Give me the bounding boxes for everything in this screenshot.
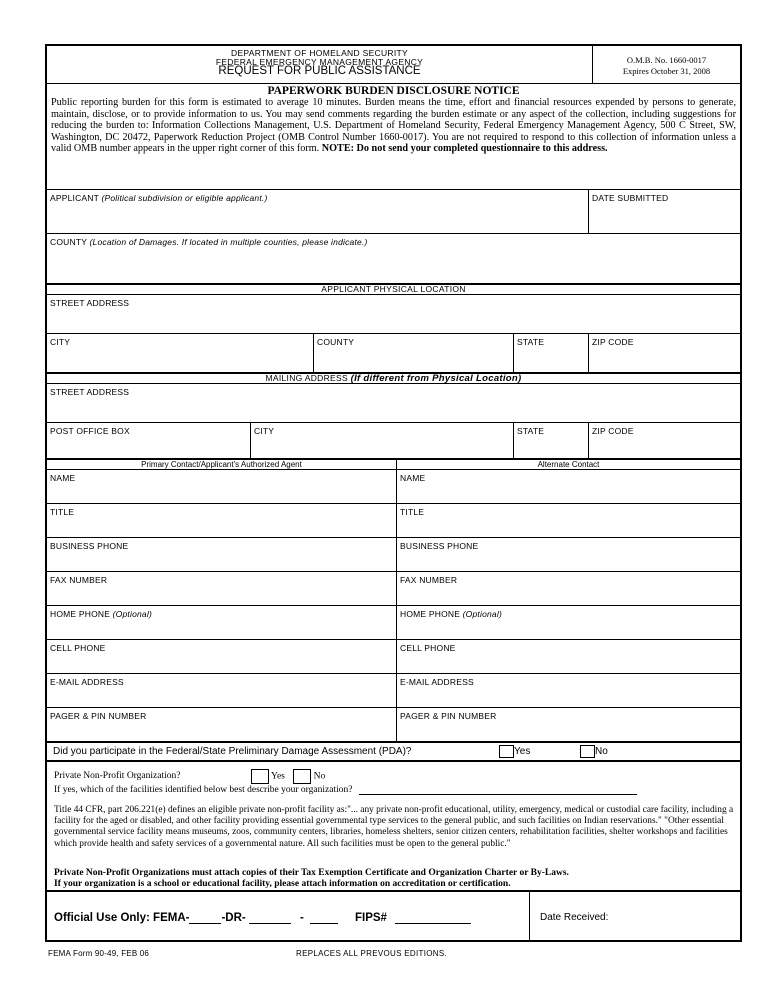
- pnp-attach-accreditation: If your organization is a school or educational facility, please attach information on accreditation or certification.: [54, 879, 511, 889]
- contact-business-phone-row: [47, 537, 740, 571]
- form-header: [47, 46, 740, 83]
- primary-contact-heading: Primary Contact/Applicant's Authorized Agent: [141, 460, 302, 469]
- pnp-no-checkbox[interactable]: [293, 769, 311, 784]
- contact-email-row: [47, 673, 740, 707]
- burden-note: NOTE: Do not send your completed questionnaire to this address.: [321, 143, 608, 155]
- alternate-home-phone-label: HOME PHONE: [400, 609, 461, 619]
- physical-state-field[interactable]: [513, 334, 588, 372]
- pnp-question: Private Non-Profit Organization?: [54, 771, 181, 781]
- primary-title-field[interactable]: [47, 504, 396, 537]
- contact-name-row: [47, 469, 740, 503]
- primary-fax-label: FAX NUMBER: [50, 575, 108, 585]
- alternate-business-phone-field[interactable]: [396, 538, 740, 571]
- pda-yes-checkbox[interactable]: [499, 745, 514, 758]
- pnp-yes-checkbox[interactable]: [251, 769, 269, 784]
- form-number: FEMA Form 90-49, FEB 06: [48, 949, 150, 958]
- alternate-contact-heading: Alternate Contact: [537, 460, 600, 469]
- physical-city-row: [47, 333, 740, 372]
- applicant-hint: (Political subdivision or eligible applicant.): [101, 193, 268, 203]
- pnp-no-label: No: [313, 771, 326, 782]
- physical-street-row: [47, 294, 740, 333]
- primary-business-phone-label: BUSINESS PHONE: [50, 541, 129, 551]
- alternate-home-phone-optional: (Optional): [462, 609, 502, 619]
- contact-cell-phone-row: [47, 639, 740, 673]
- date-received-field[interactable]: [529, 892, 740, 942]
- physical-state-label: STATE: [517, 337, 545, 347]
- physical-city-label: CITY: [50, 337, 71, 347]
- primary-fax-field[interactable]: [47, 572, 396, 605]
- alternate-cell-phone-label: CELL PHONE: [400, 643, 456, 653]
- alternate-fax-field[interactable]: [396, 572, 740, 605]
- official-use-row: [47, 890, 740, 942]
- primary-home-phone-field[interactable]: [47, 606, 396, 639]
- mailing-city-field[interactable]: [250, 423, 513, 458]
- contacts-heading-row: [47, 458, 740, 469]
- dr-number-input[interactable]: [249, 912, 291, 924]
- mailing-address-hint: (If different from Physical Location): [350, 373, 522, 384]
- pda-row: [47, 741, 740, 760]
- pnp-attach-tax-exemption: Private Non-Profit Organizations must attach copies of their Tax Exemption Certificate and Organization Charter or By-Laws.: [54, 868, 569, 878]
- mailing-address-heading: MAILING ADDRESS: [265, 373, 348, 383]
- pnp-organization-input[interactable]: [359, 784, 637, 795]
- pda-no-checkbox[interactable]: [580, 745, 595, 758]
- omb-number: O.M.B. No. 1660-0017: [626, 55, 707, 65]
- agency-line: FEDERAL EMERGENCY MANAGEMENT AGENCY: [215, 57, 424, 67]
- pnp-section: [47, 760, 740, 890]
- mailing-city-label: CITY: [254, 426, 275, 436]
- physical-county-label: COUNTY: [317, 337, 355, 347]
- alternate-email-field[interactable]: [396, 674, 740, 707]
- primary-name-field[interactable]: [47, 470, 396, 503]
- form-title: REQUEST FOR PUBLIC ASSISTANCE: [218, 65, 421, 77]
- mailing-zip-field[interactable]: [588, 423, 740, 458]
- mailing-street-field[interactable]: [47, 384, 740, 422]
- alternate-business-phone-label: BUSINESS PHONE: [400, 541, 479, 551]
- pda-question: Did you participate in the Federal/State Preliminary Damage Assessment (PDA)?: [53, 746, 412, 757]
- dr-suffix-input[interactable]: [310, 912, 338, 924]
- primary-home-phone-label: HOME PHONE: [50, 609, 111, 619]
- primary-business-phone-field[interactable]: [47, 538, 396, 571]
- mailing-street-label: STREET ADDRESS: [50, 387, 130, 397]
- county-field[interactable]: [47, 234, 740, 283]
- alternate-fax-label: FAX NUMBER: [400, 575, 458, 585]
- mailing-city-row: [47, 422, 740, 458]
- burden-title: PAPERWORK BURDEN DISCLOSURE NOTICE: [267, 85, 520, 97]
- primary-pager-label: PAGER & PIN NUMBER: [50, 711, 147, 721]
- fema-number-input[interactable]: [189, 912, 221, 924]
- date-submitted-field[interactable]: [588, 190, 740, 233]
- omb-expiration: Expires October 31, 2008: [622, 66, 711, 76]
- alternate-cell-phone-field[interactable]: [396, 640, 740, 673]
- physical-city-field[interactable]: [47, 334, 313, 372]
- primary-email-field[interactable]: [47, 674, 396, 707]
- alternate-email-label: E-MAIL ADDRESS: [400, 677, 474, 687]
- primary-title-label: TITLE: [50, 507, 75, 517]
- primary-cell-phone-field[interactable]: [47, 640, 396, 673]
- county-row: [47, 233, 740, 283]
- alternate-home-phone-field[interactable]: [396, 606, 740, 639]
- mailing-address-heading-row: [47, 372, 740, 383]
- pnp-definition: Title 44 CFR, part 206.221(e) defines an eligible private non-profit facility as:"... any private non-profit educational, utility, emergency, medical or custodial care facility, including a facility for the aged or disabled, and other facility providing essential governmental type services to the general public, and such facilities on Indian reservations." "Other essential governmental service facility means museums, zoos, community centers, libraries, homeless shelters, senior citizen centers, rehabilitation facilities, shelter workshops and facilities which provide health and safety services of a governmental nature. All such facilities must be open to the general public.": [54, 805, 734, 849]
- burden-body: Public reporting burden for this form is estimated to average 10 minutes. Burden means the time, effort and financial resources expended by persons to generate, maintain, disclose, or to provide information to us. You may send comments regarding the burden estimate or any aspect of the collection, including suggestions for reducing the burden to: Information Collections Management, U.S. Department of Homeland Security, Federal Emergency Management Agency, 500 C Street, SW, Washington, DC 20472, Paperwork Reduction Project (OMB Control Number 1660-0017). You are not required to respond to this collection of information unless a valid OMB number appears in the upper right corner of this form.: [51, 97, 736, 155]
- mailing-zip-label: ZIP CODE: [592, 426, 634, 436]
- mailing-state-label: STATE: [517, 426, 545, 436]
- pda-no-label: No: [595, 746, 608, 758]
- primary-email-label: E-MAIL ADDRESS: [50, 677, 124, 687]
- county-label: COUNTY: [50, 237, 87, 247]
- department-line: DEPARTMENT OF HOMELAND SECURITY: [231, 48, 408, 58]
- date-received-label: Date Received:: [540, 912, 609, 923]
- official-use-label: Official Use Only: FEMA-: [54, 912, 190, 924]
- dr-label: -DR-: [221, 912, 246, 924]
- applicant-row: [47, 189, 740, 233]
- physical-zip-field[interactable]: [588, 334, 740, 372]
- contact-title-row: [47, 503, 740, 537]
- alternate-title-field[interactable]: [396, 504, 740, 537]
- primary-cell-phone-label: CELL PHONE: [50, 643, 106, 653]
- alternate-title-label: TITLE: [400, 507, 425, 517]
- mailing-state-field[interactable]: [513, 423, 588, 458]
- pnp-followup: If yes, which of the facilities identified below best describe your organization?: [54, 785, 353, 795]
- burden-notice: [47, 83, 740, 189]
- fips-label: FIPS#: [355, 912, 387, 924]
- primary-name-label: NAME: [50, 473, 76, 483]
- pnp-yes-label: Yes: [271, 771, 285, 782]
- po-box-label: POST OFFICE BOX: [50, 426, 130, 436]
- applicant-field[interactable]: [47, 190, 588, 233]
- date-submitted-label: DATE SUBMITTED: [592, 193, 669, 203]
- po-box-field[interactable]: [47, 423, 250, 458]
- contact-home-phone-row: [47, 605, 740, 639]
- contact-fax-row: [47, 571, 740, 605]
- alternate-name-field[interactable]: [396, 470, 740, 503]
- contact-pager-row: [47, 707, 740, 741]
- primary-pager-field[interactable]: [47, 708, 396, 741]
- physical-location-heading-row: [47, 283, 740, 294]
- alternate-pager-field[interactable]: [396, 708, 740, 741]
- request-for-public-assistance-form: [45, 44, 742, 942]
- physical-location-heading: APPLICANT PHYSICAL LOCATION: [321, 284, 466, 294]
- primary-home-phone-optional: (Optional): [112, 609, 152, 619]
- alternate-name-label: NAME: [400, 473, 426, 483]
- physical-street-field[interactable]: [47, 295, 740, 333]
- fips-input[interactable]: [395, 912, 471, 924]
- county-hint: (Location of Damages. If located in multiple counties, please indicate.): [89, 237, 368, 247]
- applicant-label: APPLICANT: [50, 193, 99, 203]
- alternate-pager-label: PAGER & PIN NUMBER: [400, 711, 497, 721]
- physical-zip-label: ZIP CODE: [592, 337, 634, 347]
- replaces-editions: REPLACES ALL PREVOUS EDITIONS.: [296, 949, 447, 958]
- pda-yes-label: Yes: [514, 746, 531, 758]
- burden-text: [47, 97, 740, 155]
- physical-street-label: STREET ADDRESS: [50, 298, 130, 308]
- physical-county-field[interactable]: [313, 334, 513, 372]
- official-dash: -: [299, 912, 304, 924]
- mailing-street-row: [47, 383, 740, 422]
